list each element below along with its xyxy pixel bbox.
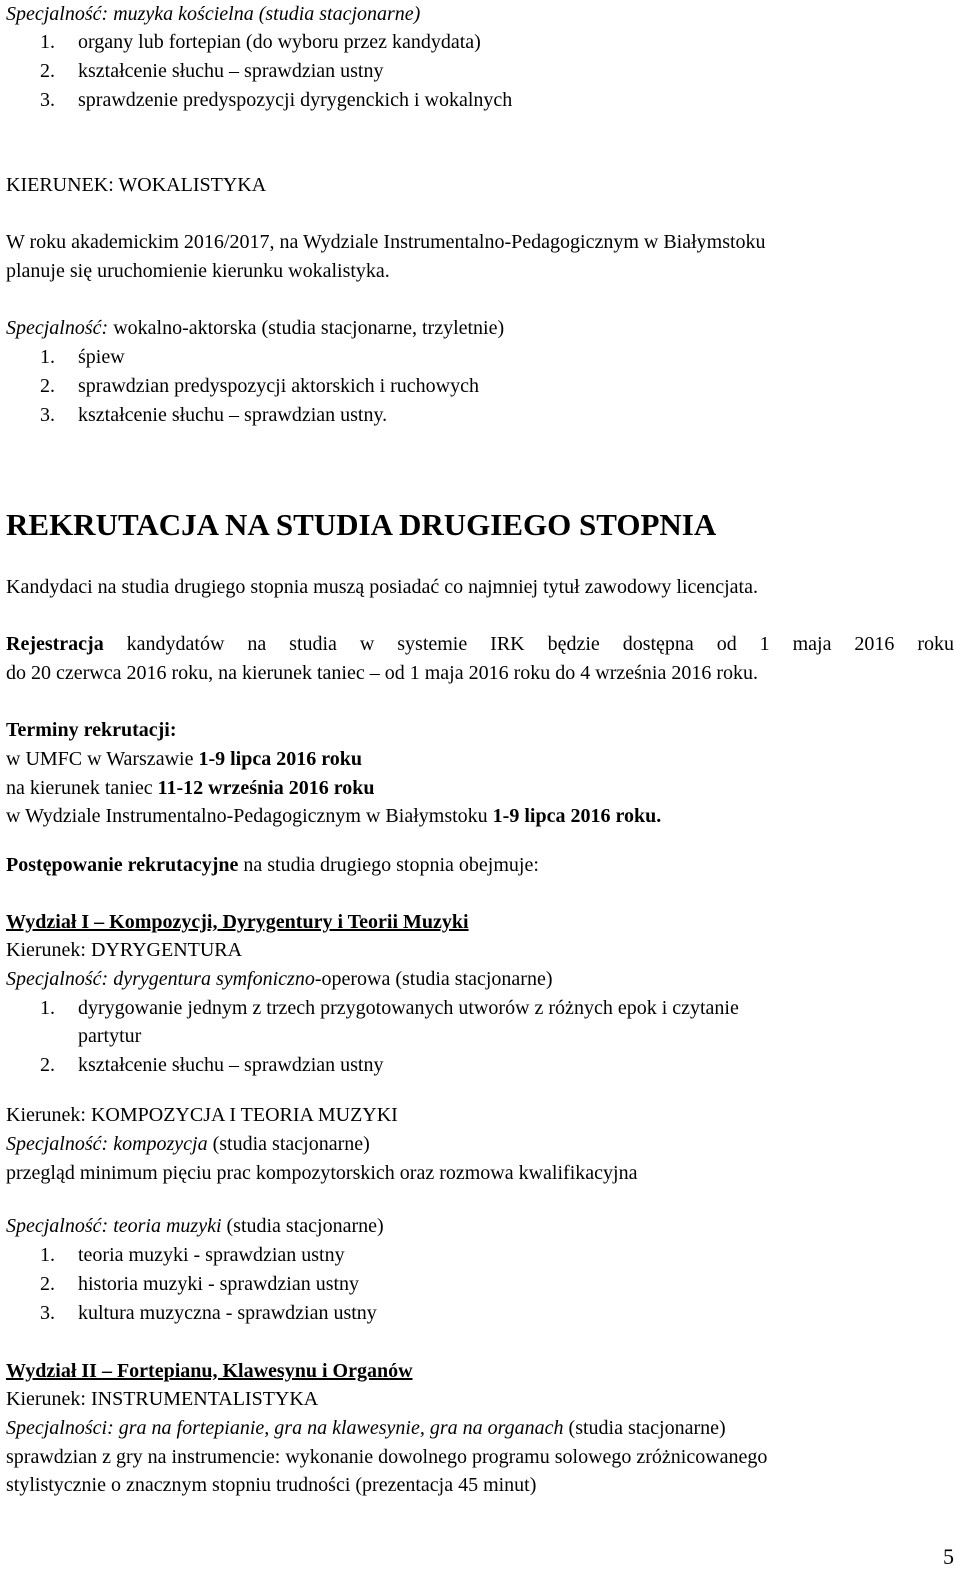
field-instrumentalistyka: Kierunek: INSTRUMENTALISTYKA xyxy=(6,1388,319,1410)
faculty-title: Wydział II – Fortepianu, Klawesynu i Organów xyxy=(6,1360,413,1382)
registration-line xyxy=(6,630,954,658)
list-item xyxy=(6,1299,377,1327)
spec-label: Specjalność: dyrygentura symfoniczno- xyxy=(6,968,322,990)
spec-teoria xyxy=(6,1212,384,1240)
intro-line: planuje się uruchomienie kierunku wokalistyka. xyxy=(6,260,390,282)
spec-label: Specjalność: xyxy=(6,317,109,339)
list-number: 3. xyxy=(40,89,55,111)
terms-title: Terminy rekrutacji: xyxy=(6,719,177,741)
list-item xyxy=(6,28,481,56)
term-date: 1-9 lipca 2016 roku. xyxy=(492,805,662,827)
list-item-text: sprawdzenie predyspozycji dyrygenckich i wokalnych xyxy=(78,89,513,111)
list-item-text: śpiew xyxy=(78,346,125,368)
spec-detail: (studia stacjonarne) xyxy=(563,1417,726,1439)
list-item-text: sprawdzian predyspozycji aktorskich i ruchowych xyxy=(78,375,479,397)
field-kompozycja: Kierunek: KOMPOZYCJA I TEORIA MUZYKI xyxy=(6,1104,398,1126)
section-title: REKRUTACJA NA STUDIA DRUGIEGO STOPNIA xyxy=(6,507,717,542)
spec-detail: wokalno-aktorska (studia stacjonarne, trzyletnie) xyxy=(108,317,505,339)
term-date: 11-12 września 2016 roku xyxy=(157,777,375,799)
intro-line: W roku akademickim 2016/2017, na Wydziale Instrumentalno-Pedagogicznym w Białymstoku xyxy=(6,231,766,253)
list-item xyxy=(6,86,512,114)
spec-detail: operowa (studia stacjonarne) xyxy=(321,968,553,990)
spec-wokalno-aktorska xyxy=(6,314,504,342)
list-number: 2. xyxy=(40,375,55,397)
registration-line: do 20 czerwca 2016 roku, na kierunek taniec – od 1 maja 2016 roku do 4 września 2016 roku. xyxy=(6,662,759,684)
registration-label: Rejestracja xyxy=(6,633,104,655)
list-number: 2. xyxy=(40,1054,55,1076)
list-item-text: kultura muzyczna - sprawdzian ustny xyxy=(78,1302,377,1324)
list-item-text: kształcenie słuchu – sprawdzian ustny. xyxy=(78,404,388,426)
heading-wokalistyka: KIERUNEK: WOKALISTYKA xyxy=(6,174,267,196)
list-item xyxy=(6,372,479,400)
term-line xyxy=(6,774,374,802)
list-item xyxy=(6,57,383,85)
list-number: 1. xyxy=(40,1244,55,1266)
list-item xyxy=(6,401,387,429)
spec-detail: (studia stacjonarne) xyxy=(221,1215,384,1237)
term-text: w UMFC w Warszawie xyxy=(6,748,199,770)
registration-text: kandydatów na studia w systemie IRK będzie dostępna od 1 maja 2016 roku xyxy=(103,633,954,655)
term-line xyxy=(6,745,362,773)
spec-kompozycja xyxy=(6,1130,370,1158)
spec-instrumenty xyxy=(6,1414,726,1442)
instrument-desc: sprawdzian z gry na instrumencie: wykonanie dowolnego programu solowego zróżnicowanego xyxy=(6,1446,768,1468)
procedure-label: Postępowanie rekrutacyjne xyxy=(6,854,239,876)
candidates-text: Kandydaci na studia drugiego stopnia muszą posiadać co najmniej tytuł zawodowy licencjata. xyxy=(6,576,758,598)
list-number: 2. xyxy=(40,1273,55,1295)
list-number: 1. xyxy=(40,346,55,368)
list-item-text: dyrygowanie jednym z trzech przygotowanych utworów z różnych epok i czytanie xyxy=(78,997,739,1019)
list-number: 2. xyxy=(40,60,55,82)
list-item-continuation: partytur xyxy=(78,1025,142,1047)
list-item-text: organy lub fortepian (do wyboru przez kandydata) xyxy=(78,31,481,53)
term-text: na kierunek taniec xyxy=(6,777,158,799)
list-item xyxy=(6,1270,359,1298)
term-line xyxy=(6,802,661,830)
list-number: 1. xyxy=(40,31,55,53)
list-item xyxy=(6,1241,345,1269)
list-item-text: historia muzyki - sprawdzian ustny xyxy=(78,1273,360,1295)
list-item xyxy=(6,994,739,1022)
term-text: w Wydziale Instrumentalno-Pedagogicznym w Białymstoku xyxy=(6,805,493,827)
spec-dyrygentura xyxy=(6,965,553,993)
list-item xyxy=(6,1051,383,1079)
term-date: 1-9 lipca 2016 roku xyxy=(198,748,362,770)
spec-detail: (studia stacjonarne) xyxy=(207,1133,370,1155)
procedure-text: na studia drugiego stopnia obejmuje: xyxy=(238,854,539,876)
procedure-line xyxy=(6,851,539,879)
spec-label: Specjalność: kompozycja xyxy=(6,1133,208,1155)
list-item-text: teoria muzyki - sprawdzian ustny xyxy=(78,1244,345,1266)
list-item-text: kształcenie słuchu – sprawdzian ustny xyxy=(78,1054,384,1076)
list-number: 3. xyxy=(40,1302,55,1324)
kompozycja-desc: przegląd minimum pięciu prac kompozytorskich oraz rozmowa kwalifikacyjna xyxy=(6,1162,638,1184)
spec-muzyka-koscielna: Specjalność: muzyka kościelna (studia stacjonarne) xyxy=(6,3,421,25)
page-number: 5 xyxy=(943,1544,954,1569)
field-dyrygentura: Kierunek: DYRYGENTURA xyxy=(6,939,243,961)
spec-label: Specjalność: teoria muzyki xyxy=(6,1215,222,1237)
list-item-text: kształcenie słuchu – sprawdzian ustny xyxy=(78,60,384,82)
list-item xyxy=(6,343,125,371)
spec-label: Specjalności: gra na fortepianie, gra na klawesynie, gra na organach xyxy=(6,1417,564,1439)
instrument-desc: stylistycznie o znacznym stopniu trudności (prezentacja 45 minut) xyxy=(6,1474,537,1496)
list-number: 1. xyxy=(40,997,55,1019)
list-number: 3. xyxy=(40,404,55,426)
faculty-title: Wydział I – Kompozycji, Dyrygentury i Teorii Muzyki xyxy=(6,911,469,933)
